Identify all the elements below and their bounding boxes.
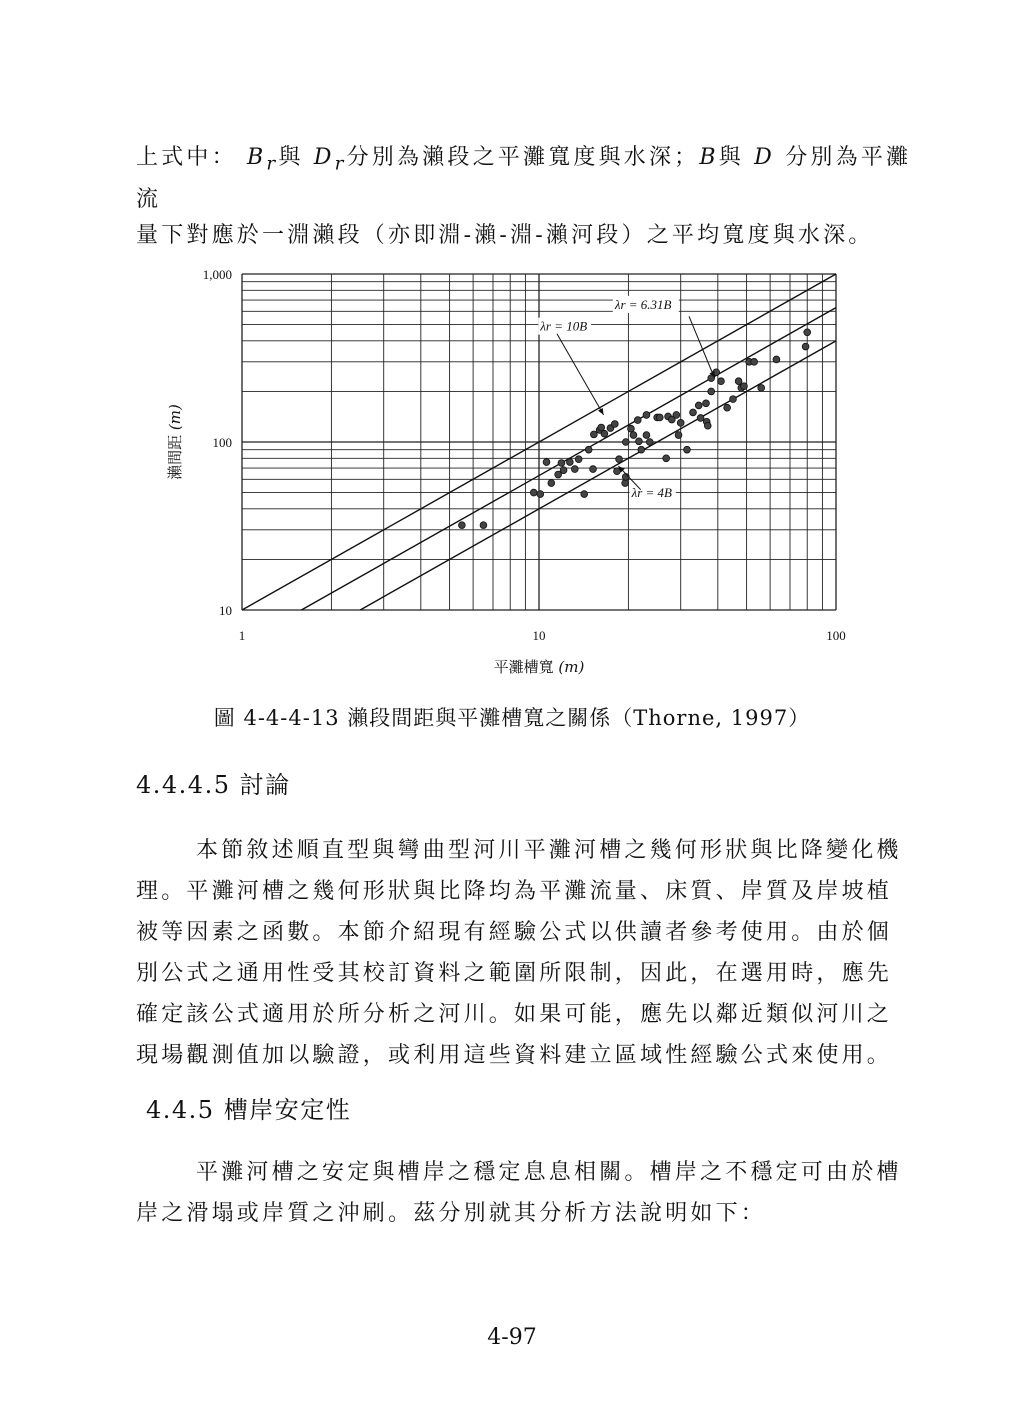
data-point [643, 411, 650, 418]
page-number: 4-97 [487, 1325, 537, 1350]
body1-line: 本節敘述順直型與彎曲型河川平灘河槽之幾何形狀與比降變化機 [196, 838, 902, 863]
data-point [697, 415, 704, 422]
data-point [543, 459, 550, 466]
data-point [708, 388, 715, 395]
chart-svg [150, 262, 870, 682]
annotation-arrow [557, 334, 604, 415]
x-tick-label: 10 [532, 628, 546, 643]
y-axis-unit: (m) [166, 404, 184, 431]
data-point [616, 456, 623, 463]
data-point [585, 446, 592, 453]
data-point [638, 446, 645, 453]
data-point [480, 522, 487, 529]
data-point [656, 414, 663, 421]
data-point [751, 358, 758, 365]
data-point [590, 431, 597, 438]
discussion-paragraph [136, 830, 916, 1076]
data-point [458, 522, 465, 529]
data-point [581, 491, 588, 498]
data-point [684, 446, 691, 453]
chart-labels [166, 267, 846, 676]
body1-line: 理。平灘河槽之幾何形狀與比降均為平灘流量、床質、岸質及岸坡植 [136, 879, 893, 904]
data-point [630, 432, 637, 439]
data-point [598, 424, 605, 431]
data-point [735, 378, 742, 385]
data-point [646, 439, 653, 446]
figure-caption: 圖 4-4-4-13 瀨段間距與平灘槽寬之關係（Thorne, 1997） [213, 706, 811, 730]
data-point [758, 384, 765, 391]
data-point [560, 467, 567, 474]
data-point [622, 439, 629, 446]
data-point [677, 419, 684, 426]
bank-stability-paragraph [136, 1152, 916, 1234]
data-point [628, 425, 635, 432]
body2-line: 岸之滑塌或岸質之沖刷。茲分別就其分析方法說明如下： [136, 1201, 767, 1226]
data-point [590, 466, 597, 473]
data-point [611, 421, 618, 428]
reference-line-label: λr = 4B [631, 485, 672, 501]
intro-line-1: 上式中： $B_r$與 $D_r$分別為瀨段之平灘寬度與水深；B與 D 分別為平灘流 [136, 145, 912, 213]
section-heading-discussion: 4.4.4.5 討論 [136, 771, 291, 799]
intro-paragraph [136, 140, 916, 254]
data-point [802, 343, 809, 350]
reference-line-label: λr = 6.31B [614, 296, 672, 312]
y-axis-label: 瀨間距 (m) [166, 404, 184, 480]
body1-line: 現場觀測值加以驗證，或利用這些資料建立區域性經驗公式來使用。 [136, 1043, 893, 1068]
data-point [663, 455, 670, 462]
data-point [601, 430, 608, 437]
data-point [718, 378, 725, 385]
riffle-spacing-chart [150, 262, 870, 682]
body1-line: 別公式之通用性受其校訂資料之範圍所限制，因此，在選用時，應先 [136, 961, 893, 986]
reference-line-label: λr = 10B [540, 318, 588, 334]
data-point [530, 489, 537, 496]
intro-line-2: 量下對應於一淵瀨段（亦即淵-瀨-淵-瀨河段）之平均寬度與水深。 [136, 223, 874, 249]
data-point [575, 456, 582, 463]
reference-line [360, 341, 836, 610]
data-point [537, 491, 544, 498]
data-point [614, 468, 621, 475]
body1-line: 確定該公式適用於所分析之河川。如果可能，應先以鄰近類似河川之 [136, 1002, 893, 1027]
annotation-arrowhead [598, 408, 604, 415]
data-point [636, 438, 643, 445]
section-heading-bank-stability: 4.4.5 槽岸安定性 [146, 1096, 352, 1124]
y-tick-label: 100 [212, 435, 232, 450]
data-point [695, 402, 702, 409]
data-point [703, 400, 710, 407]
data-point [730, 396, 737, 403]
data-point [804, 329, 811, 336]
annotation-arrow [689, 316, 715, 378]
data-point [724, 404, 731, 411]
data-point [634, 417, 641, 424]
x-axis-unit: (m) [558, 658, 585, 676]
data-point [675, 432, 682, 439]
data-point [548, 480, 555, 487]
x-tick-label: 1 [238, 628, 246, 643]
data-point [690, 409, 697, 416]
data-point [643, 432, 650, 439]
body2-line: 平灘河槽之安定與槽岸之穩定息息相關。槽岸之不穩定可由於槽 [196, 1160, 902, 1185]
x-tick-label: 100 [826, 628, 846, 643]
body1-line: 被等因素之函數。本節介紹現有經驗公式以供讀者參考使用。由於個 [136, 920, 893, 945]
data-point [558, 460, 565, 467]
data-point [571, 466, 578, 473]
data-point [741, 383, 748, 390]
x-axis-label: 平灘槽寬 (m) [493, 658, 585, 676]
y-tick-label: 10 [219, 603, 232, 618]
data-point [566, 459, 573, 466]
data-point [773, 356, 780, 363]
data-point [704, 422, 711, 429]
data-point [622, 480, 629, 487]
y-tick-label: 1,000 [202, 267, 232, 282]
data-point [673, 411, 680, 418]
